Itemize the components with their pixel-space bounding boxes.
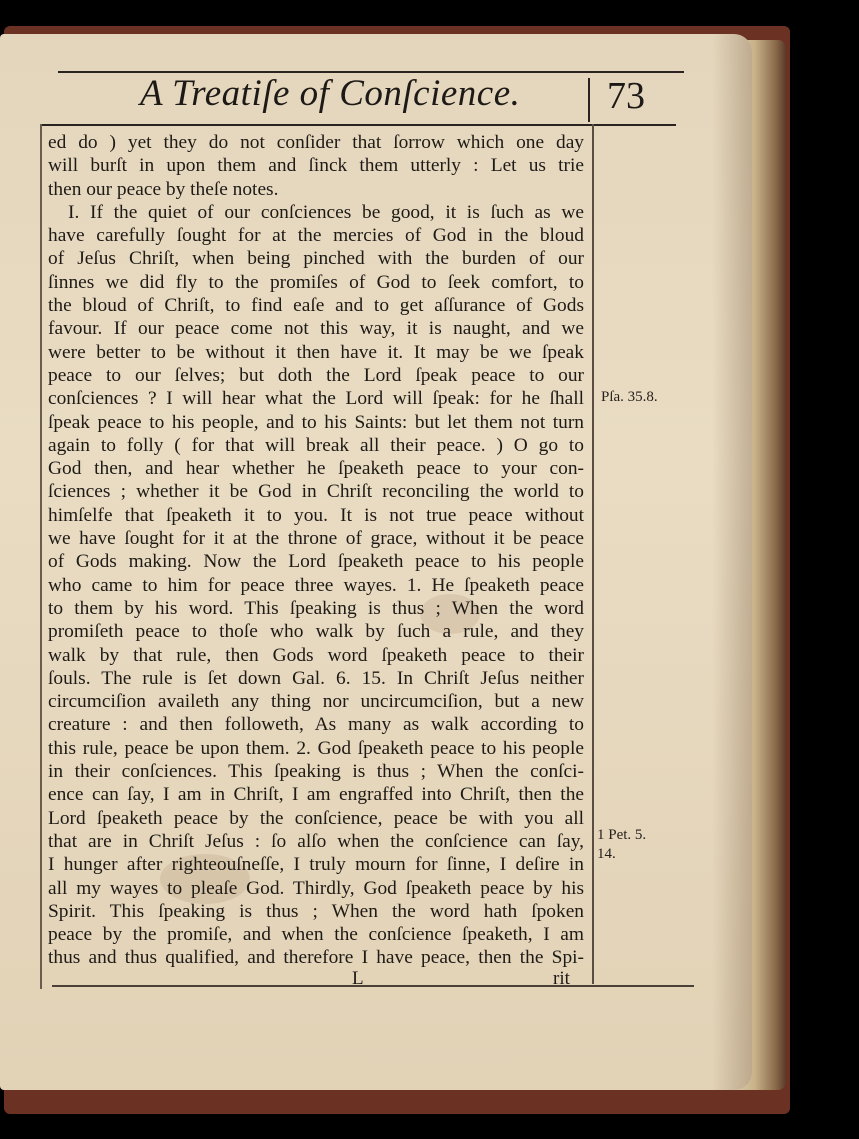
text-line: ſciences ; whether it be God in Chriſt reconciling the world to [48, 481, 584, 503]
catchword: rit [553, 968, 570, 989]
text-line: thus and thus qualified, and therefore I have peace, then the Spi- [48, 947, 584, 969]
page-number: 73 [607, 75, 645, 117]
signature-mark: L [352, 968, 364, 989]
text-line: ed do ) yet they do not conſider that ſorrow which one day [48, 132, 584, 153]
text-line: conſciences ? I will hear what the Lord will ſpeak: for he ſhall [48, 388, 584, 410]
body-text [48, 131, 584, 970]
text-line: will burſt in upon them and ſinck them utterly : Let us trie [48, 155, 584, 177]
running-head: A Treatiſe of Conſcience. [140, 73, 521, 114]
text-line: I. If the quiet of our conſciences be good, it is ſuch as we [68, 201, 584, 223]
text-line: himſelfe that ſpeaketh it to you. It is not true peace without [48, 504, 584, 526]
text-line: of Gods making. Now the Lord ſpeaketh peace to his people [48, 551, 584, 573]
text-line: were better to be without it then have it. It may be we ſpeak [48, 341, 584, 363]
margin-note-psalm: Pſa. 35.8. [601, 389, 658, 405]
text-line: ſouls. The rule is ſet down Gal. 6. 15. In Chriſt Jeſus neither [48, 667, 584, 689]
text-line: we have ſought for it at the throne of grace, without it be peace [48, 528, 584, 550]
text-line: Spirit. This ſpeaking is thus ; When the word hath ſpoken [48, 900, 584, 922]
text-line: promiſeth peace to thoſe who walk by ſuch a rule, and they [48, 621, 584, 643]
text-line: peace to our ſelves; but doth the Lord ſpeak peace to our [48, 364, 584, 386]
text-line: God then, and hear whether he ſpeaketh peace to your con- [48, 458, 584, 480]
text-line: ence can ſay, I am in Chriſt, I am engraffed into Chriſt, then the [48, 784, 584, 806]
text-line: to them by his word. This ſpeaking is thus ; When the word [48, 597, 584, 619]
margin-rule [592, 124, 594, 984]
left-rule [40, 124, 42, 989]
text-line: ſpeak peace to his people, and to his Saints: but let them not turn [48, 411, 584, 433]
head-rule [40, 124, 676, 126]
text-line: who came to him for peace three wayes. 1. He ſpeaketh peace [48, 574, 584, 596]
text-line: circumciſion availeth any thing nor uncircumciſion, but a new [48, 691, 584, 713]
margin-note-peter-1: 1 Pet. 5. [597, 827, 647, 843]
text-line: peace by the promiſe, and when the conſcience ſpeaketh, I am [48, 924, 584, 946]
text-line: then our peace by theſe notes. [48, 178, 279, 200]
text-line: Lord ſpeaketh peace by the conſcience, peace be with you all [48, 807, 584, 829]
text-line: creature : and then followeth, As many as walk according to [48, 714, 584, 736]
text-line: all my wayes to pleaſe God. Thirdly, God ſpeaketh peace by his [48, 877, 584, 899]
bottom-rule [52, 985, 694, 987]
head-divider [588, 78, 590, 122]
text-line: again to folly ( for that will break all their peace. ) O go to [48, 434, 584, 456]
margin-note-peter-2: 14. [597, 846, 616, 862]
text-line: of Jeſus Chriſt, when being pinched with the burden of our [48, 248, 584, 270]
text-line: walk by that rule, then Gods word ſpeaketh peace to their [48, 644, 584, 666]
text-line: this rule, peace be upon them. 2. God ſpeaketh peace to his people [48, 737, 584, 759]
text-line: ſinnes we did fly to the promiſes of God to ſeek comfort, to [48, 271, 584, 293]
text-line: in their conſciences. This ſpeaking is thus ; When the conſci- [48, 761, 584, 783]
text-line: that are in Chriſt Jeſus : ſo alſo when the conſcience can ſay, [48, 830, 584, 852]
text-line: have carefully ſought for at the mercies of God in the bloud [48, 225, 584, 247]
text-line: favour. If our peace come not this way, it is naught, and we [48, 318, 584, 340]
text-line: I hunger after righteouſneſſe, I truly mourn for ſinne, I deſire in [48, 854, 584, 876]
text-line: the bloud of Chriſt, to find eaſe and to get aſſurance of Gods [48, 295, 584, 317]
